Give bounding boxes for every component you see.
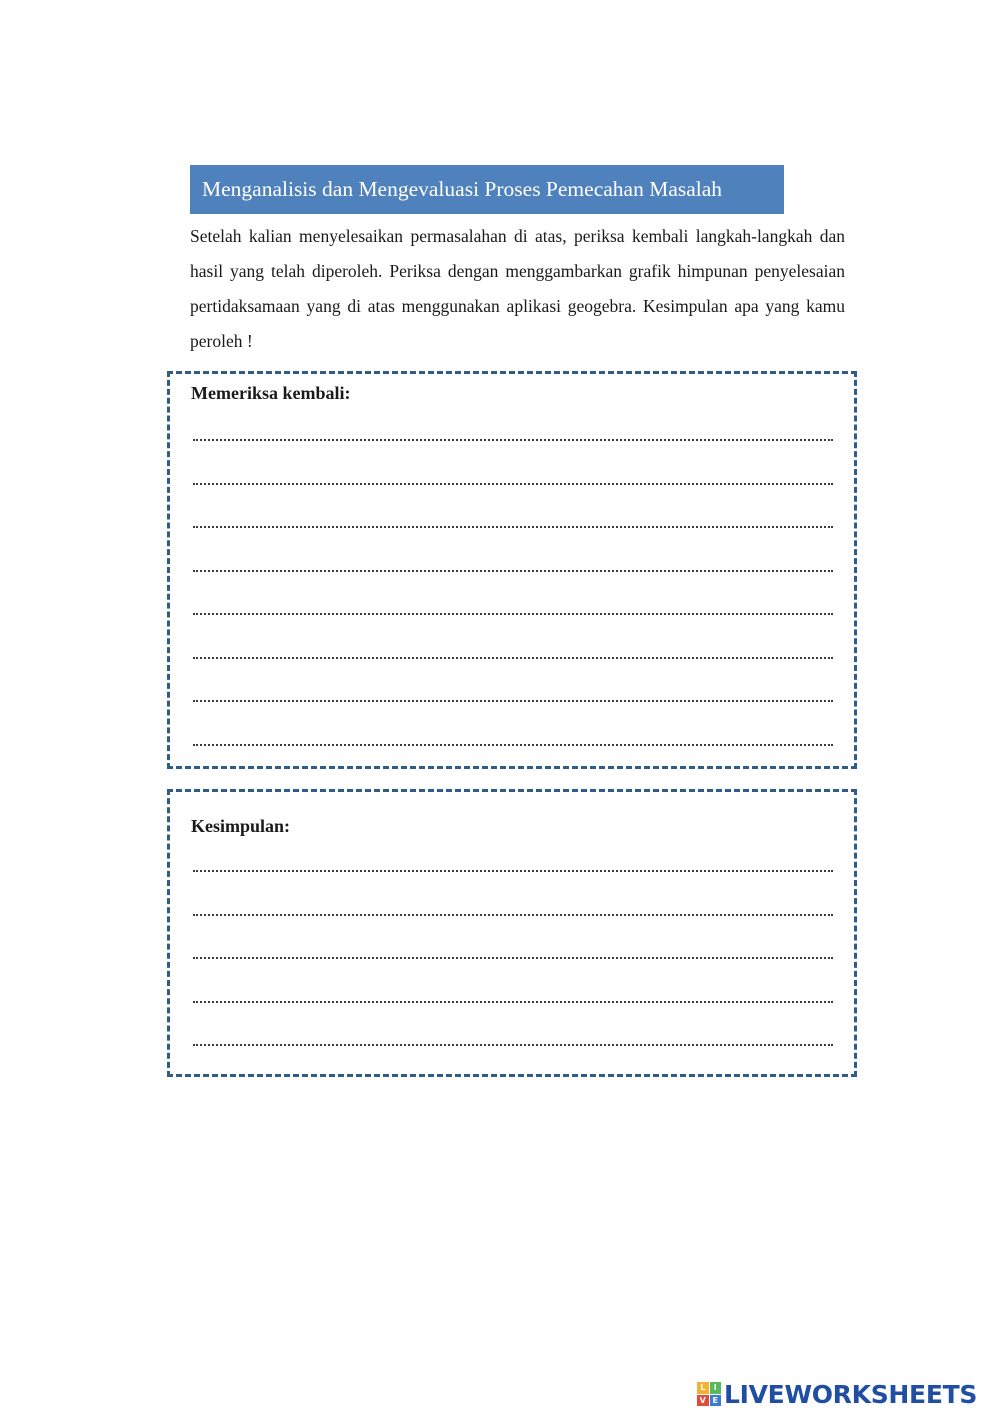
conclusion-line[interactable] [193,957,833,959]
conclusion-line[interactable] [193,870,833,872]
answer-line[interactable] [193,483,833,485]
answer-line[interactable] [193,657,833,659]
answer-line[interactable] [193,744,833,746]
check-again-title: Memeriksa kembali: [191,383,351,403]
conclusion-box [167,789,857,1077]
instructions-paragraph: Setelah kalian menyelesaikan permasalahan di atas, periksa kembali langkah-langkah dan hasil yang telah diperoleh. Periksa dengan menggambarkan grafik himpunan penyelesaian pertidaksamaan yang di atas menggunakan aplikasi geogebra. Kesimpulan apa yang kamu peroleh ! [190,226,845,351]
answer-line[interactable] [193,570,833,572]
section-header [190,165,784,214]
answer-line[interactable] [193,700,833,702]
conclusion-line[interactable] [193,1001,833,1003]
liveworksheets-logo-icon: L I V E [697,1382,721,1406]
conclusion-title: Kesimpulan: [191,816,291,836]
conclusion-line[interactable] [193,914,833,916]
check-again-box [167,371,857,769]
answer-line[interactable] [193,613,833,615]
answer-line[interactable] [193,526,833,528]
section-title: Menganalisis dan Mengevaluasi Proses Pemecahan Masalah [202,177,723,201]
liveworksheets-logo [697,1377,977,1411]
conclusion-line[interactable] [193,1044,833,1046]
logo-text: LIVEWORKSHEETS [724,1379,978,1409]
answer-line[interactable] [193,439,833,441]
